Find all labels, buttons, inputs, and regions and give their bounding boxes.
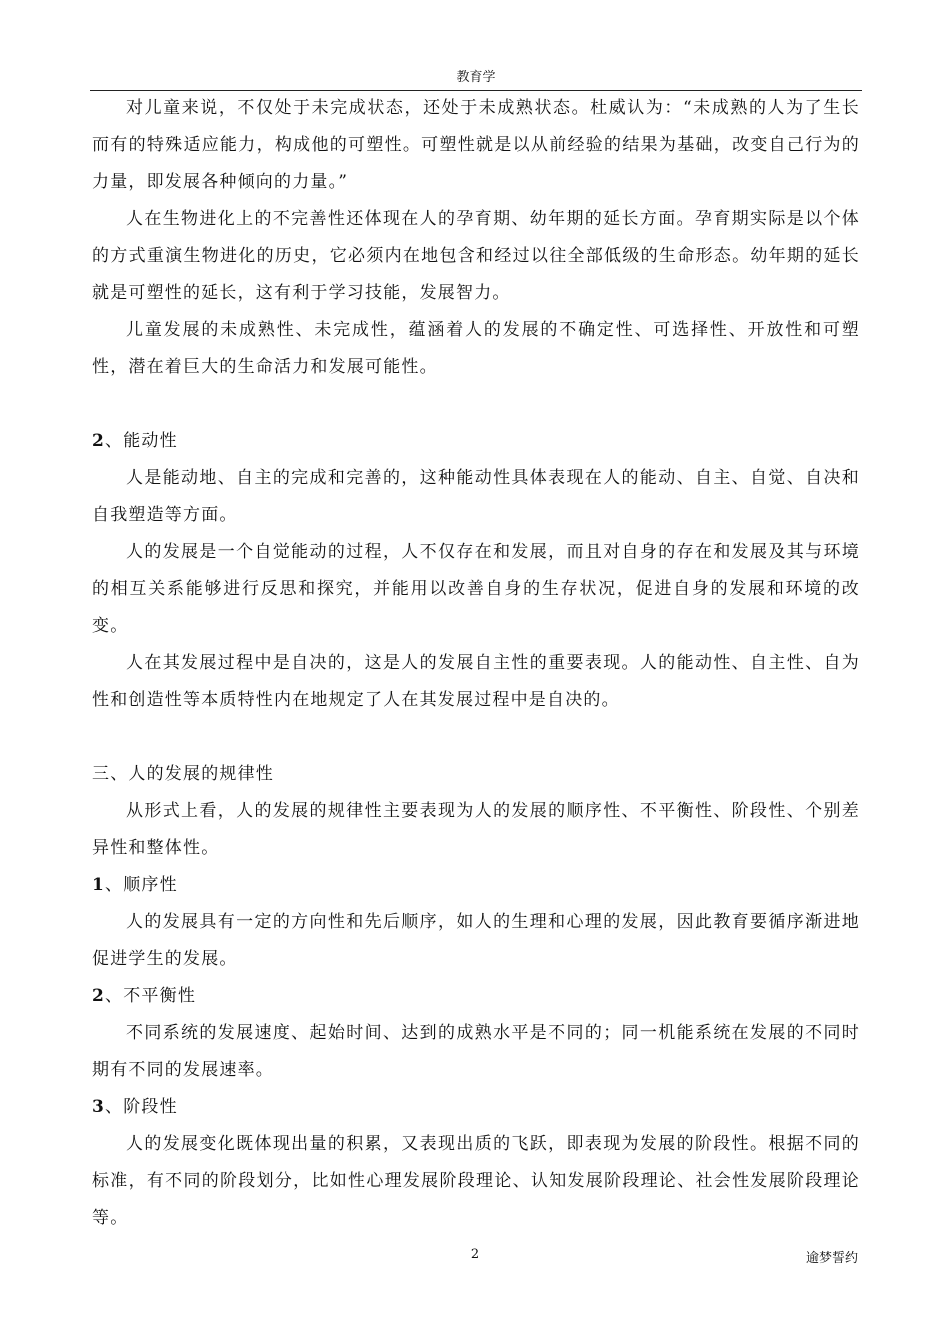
paragraph: 人在其发展过程中是自决的，这是人的发展自主性的重要表现。人的能动性、自主性、自为性和创造性等本质特性内在地规定了人在其发展过程中是自决的。	[92, 653, 860, 710]
page-footer	[0, 1244, 950, 1268]
subsection-heading-nengdong	[92, 423, 860, 460]
header-title: 教育学	[456, 70, 496, 85]
paragraph: 儿童发展的未成熟性、未完成性，蕴涵着人的发展的不确定性、可选择性、开放性和可塑性，潜在着巨大的生命活力和发展可能性。	[92, 320, 860, 377]
heading-text: 、不平衡性	[105, 986, 197, 1006]
page-header	[90, 68, 862, 91]
subsection-heading-shunxu	[92, 867, 860, 904]
heading-number: 2	[92, 986, 106, 1006]
spacer	[92, 719, 860, 756]
document-body	[92, 90, 860, 1237]
paragraph: 人的发展是一个自觉能动的过程，人不仅存在和发展，而且对自身的存在和发展及其与环境的相互关系能够进行反思和探究，并能用以改善自身的生存状况，促进自身的发展和环境的改变。	[92, 542, 860, 636]
subsection-heading-bupingheng	[92, 978, 860, 1015]
subsection-heading-jieduan	[92, 1089, 860, 1126]
heading-text: 、能动性	[105, 431, 178, 451]
section-heading: 三、人的发展的规律性	[92, 764, 274, 784]
paragraph: 人是能动地、自主的完成和完善的，这种能动性具体表现在人的能动、自主、自觉、自决和自我塑造等方面。	[92, 468, 860, 525]
spacer	[92, 386, 860, 423]
heading-text: 、顺序性	[105, 875, 178, 895]
paragraph: 人的发展变化既体现出量的积累，又表现出质的飞跃，即表现为发展的阶段性。根据不同的标准，有不同的阶段划分，比如性心理发展阶段理论、认知发展阶段理论、社会性发展阶段理论等。	[92, 1134, 860, 1228]
page-number: 2	[470, 1247, 480, 1262]
heading-text: 、阶段性	[105, 1097, 178, 1117]
paragraph: 对儿童来说，不仅处于未完成状态，还处于未成熟状态。杜威认为：“未成熟的人为了生长而有的特殊适应能力，构成他的可塑性。可塑性就是以从前经验的结果为基础，改变自己行为的力量，即发展各种倾向的力量。”	[92, 98, 860, 192]
heading-number: 1	[92, 875, 106, 895]
paragraph: 人的发展具有一定的方向性和先后顺序，如人的生理和心理的发展，因此教育要循序渐进地促进学生的发展。	[92, 912, 860, 969]
footer-brand: 逾梦誓约	[805, 1251, 858, 1266]
paragraph: 从形式上看，人的发展的规律性主要表现为人的发展的顺序性、不平衡性、阶段性、个别差异性和整体性。	[92, 801, 860, 858]
heading-number: 3	[92, 1097, 106, 1117]
heading-number: 2	[92, 431, 106, 451]
paragraph: 不同系统的发展速度、起始时间、达到的成熟水平是不同的；同一机能系统在发展的不同时期有不同的发展速率。	[92, 1023, 860, 1080]
paragraph: 人在生物进化上的不完善性还体现在人的孕育期、幼年期的延长方面。孕育期实际是以个体的方式重演生物进化的历史，它必须内在地包含和经过以往全部低级的生命形态。幼年期的延长就是可塑性的延长，这有利于学习技能，发展智力。	[92, 209, 860, 303]
